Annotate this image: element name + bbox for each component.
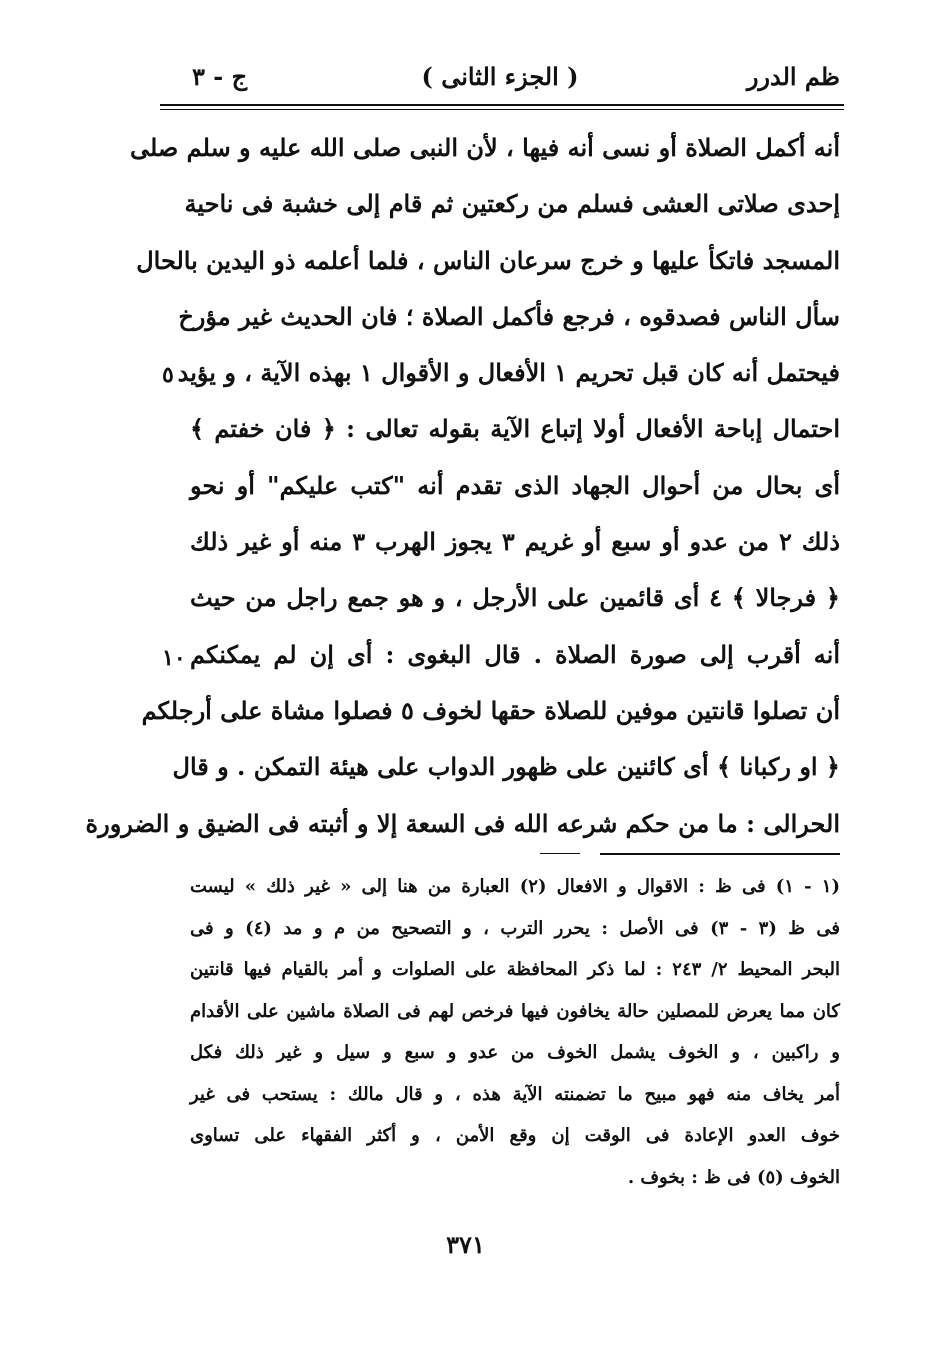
text-line: المسجد فاتكأ عليها و خرج سرعان الناس ، فلما أعلمه ذو اليدين بالحال	[136, 245, 840, 275]
book-title: ظم الدرر	[746, 62, 840, 91]
text-line: أى بحال من أحوال الجهاد الذى تقدم أنه "كتب عليكم" أو نحو	[190, 470, 840, 500]
footnote-line: البحر المحيط ٢/ ٢٤٣ : لما ذكر المحافظة على الصلوات و أمر بالقيام فيها قانتين	[190, 959, 840, 980]
text-line: أن تصلوا قانتين موفين للصلاة حقها لخوف ٥ فصلوا مشاة على أرجلكم	[141, 695, 840, 725]
text-line: ﴿ او ركبانا ﴾ أى كائنين على ظهور الدواب على هيئة التمكن . و قال	[172, 752, 840, 782]
text-line: أنه أقرب إلى صورة الصلاة . قال البغوى : أى إن لم يمكنكم	[190, 639, 840, 669]
line-number-5: ٥	[162, 362, 174, 388]
text-line: فيحتمل أنه كان قبل تحريم ١ الأفعال و الأقوال ١ بهذه الآية ، و يؤيد	[177, 358, 840, 388]
header-divider	[160, 104, 844, 110]
footnote-line: خوف العدو الإعادة فى الوقت إن وقع الأمن ، و أكثر الفقهاء على تساوى	[190, 1125, 840, 1146]
footnote-divider	[600, 853, 840, 855]
text-line: ﴿ فرجالا ﴾ ٤ أى قائمين على الأرجل ، و هو جمع راجل من حيث	[190, 583, 840, 613]
volume-label: ج - ٣	[192, 62, 248, 91]
line-number-10: ١٠	[162, 645, 186, 671]
part-label: ( الجزء الثانى )	[421, 62, 579, 91]
footnote-line: و راكبين ، و الخوف يشمل الخوف من عدو و سبع و سيل و غير ذلك فكل	[190, 1042, 840, 1063]
footnotes	[190, 866, 840, 1198]
footnote-divider-short	[540, 853, 580, 854]
text-line: أنه أكمل الصلاة أو نسى أنه فيها ، لأن النبى صلى الله عليه و سلم صلى	[129, 133, 840, 162]
running-header	[160, 62, 840, 102]
footnote-line: أمر يخاف منه فهو مبيح ما تضمنته الآية هذه ، و قال مالك : يستحب فى غير	[190, 1083, 840, 1105]
footnote-line: فى ظ (٣ - ٣) فى الأصل : يحرر الترب ، و التصحيح من م و مد (٤) و فى	[190, 917, 840, 939]
footnote-line: الخوف (٥) فى ظ : بخوف .	[627, 1166, 840, 1188]
text-line: ذلك ٢ من عدو أو سبع أو غريم ٣ يجوز الهرب ٣ منه أو غير ذلك	[190, 527, 841, 557]
text-line: الحرالى : ما من حكم شرعه الله فى السعة إلا و أثبته فى الضيق و الضرورة	[85, 808, 840, 838]
text-line: إحدى صلاتى العشى فسلم من ركعتين ثم قام إلى خشبة فى ناحية	[184, 189, 840, 219]
text-line: سأل الناس فصدقوه ، فرجع فأكمل الصلاة ؛ فان الحديث غير مؤرخ	[178, 301, 840, 331]
footnote-line: (١ - ١) فى ظ : الاقوال و الافعال (٢) العبارة من هنا إلى « غير ذلك » ليست	[190, 876, 840, 897]
footnote-line: كان مما يعرض للمصلين حالة يخافون فيها فرخص لهم فى الصلاة ماشين على الأقدام	[190, 1000, 840, 1022]
text-line: احتمال إباحة الأفعال أولا إتباع الآية بقوله تعالى : ﴿ فان خفتم ﴾	[190, 414, 840, 444]
page-number: ٣٧١	[446, 1230, 485, 1259]
